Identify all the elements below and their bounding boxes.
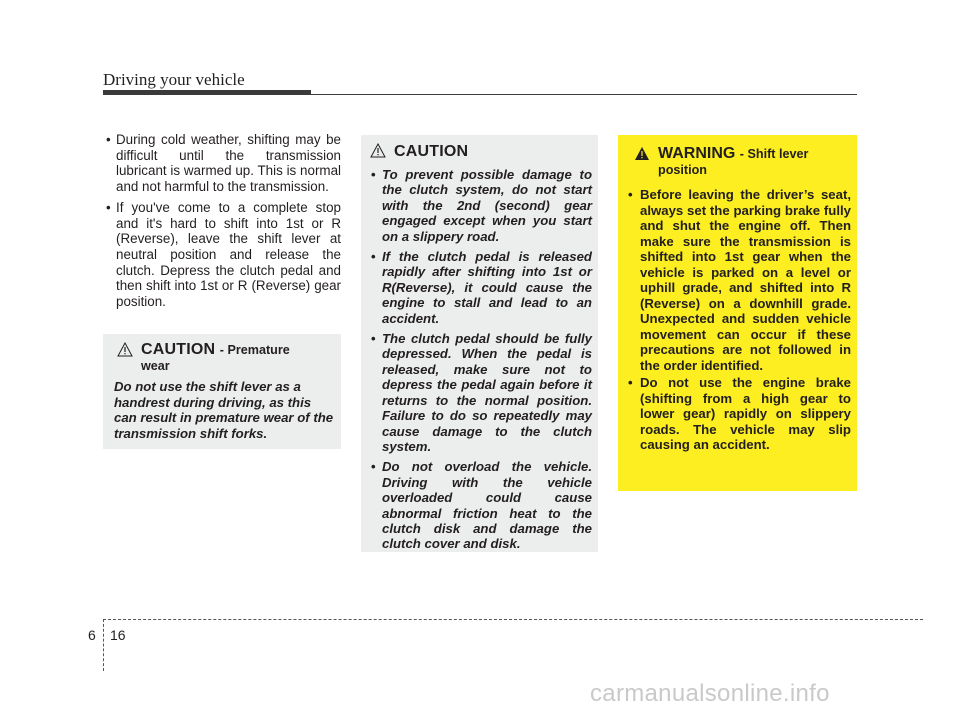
caution-box-clutch <box>361 135 598 552</box>
watermark: carmanualsonline.info <box>590 680 830 707</box>
page-number: 16 <box>110 627 126 643</box>
caution-label: CAUTION <box>141 341 216 358</box>
warning-label: WARNING <box>658 145 736 162</box>
warning-header <box>634 146 848 178</box>
list-item: • The clutch pedal should be fully depressed. When the pedal is released, make sure not to depress the pedal again before it returns to the normal position. Failure to do so repeatedly may cause damage to the clutch system. <box>370 331 592 454</box>
caution-box-premature-wear <box>103 334 341 449</box>
left-column <box>103 132 341 315</box>
list-item: • Before leaving the driver’s seat, always set the parking brake fully and shut the engine off. Then make sure the transmission is shifted into 1st gear when the vehicle is parked on a level or uphill grade, and shifted into R (Reverse) on a downhill grade. Unexpected and sudden vehicle movement can occur if these precautions are not followed in the order identified. <box>626 187 851 373</box>
page-header-title: Driving your vehicle <box>103 70 245 89</box>
warning-box-shift-lever <box>618 135 857 491</box>
footer-vertical-rule <box>103 619 104 671</box>
caution-body: Do not use the shift lever as a handrest during driving, as this can result in premature wear of the transmission shift forks. <box>114 379 334 441</box>
warning-list <box>626 187 851 455</box>
list-item: • During cold weather, shifting may be difficult until the transmission lubricant is warmed up. This is normal and not harmful to the transmission. <box>103 132 341 195</box>
warning-triangle-icon <box>117 342 133 357</box>
caution-subtitle: - Premature wear <box>141 343 290 373</box>
list-item: • To prevent possible damage to the clutch system, do not start with the 2nd (second) gear engaged except when you start on a slippery road. <box>370 167 592 244</box>
caution-header <box>370 143 468 161</box>
warning-triangle-icon <box>370 143 386 158</box>
caution-label: CAUTION <box>394 143 469 160</box>
list-item: • If you've come to a complete stop and it's hard to shift into 1st or R (Reverse), leave the shift lever at neutral position and release the clutch. Depress the clutch pedal and then shift into 1st or R (Reverse) gear position. <box>103 200 341 310</box>
chapter-number: 6 <box>88 627 96 643</box>
list-item: • If the clutch pedal is released rapidly after shifting into 1st or R(Reverse), it could cause the engine to stall and lead to an accident. <box>370 249 592 326</box>
list-item: • Do not use the engine brake (shifting from a high gear to lower gear) rapidly on slippery roads. The vehicle may slip causing an accident. <box>626 375 851 453</box>
caution-list <box>370 167 592 557</box>
footer-rule <box>103 619 923 620</box>
list-item: • Do not overload the vehicle. Driving with the vehicle overloaded could cause abnormal friction heat to the clutch disk and damage the clutch cover and disk. <box>370 459 592 551</box>
caution-header <box>117 342 321 374</box>
warning-subtitle: - Shift lever position <box>658 147 809 177</box>
warning-triangle-icon <box>634 146 650 161</box>
header-rule <box>103 94 857 95</box>
